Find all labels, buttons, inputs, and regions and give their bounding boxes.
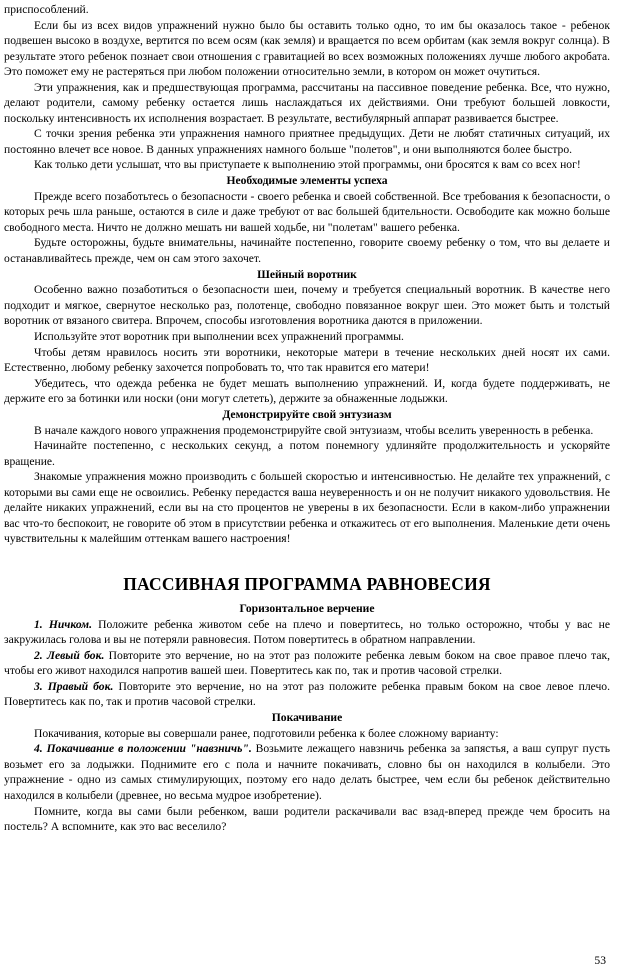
paragraph: Знакомые упражнения можно производить с большей скоростью и интенсивностью. Не делайте тех упражнений, с которыми вы сами еще не освоились. Ребенку передастся ваша неуверенность и он не получит никакого удовольствия. Не делайте никаких упражнений, если вы на сто процентов не уверены в их безопасности. Если в каком-либо упражнении вас что-то беспокоит, не говорите об этом в присутствии ребенка и откажитесь от его выполнения. Маленькие дети очень чувствительны к малейшим оттенкам вашего настроения!: [4, 470, 610, 546]
paragraph: С точки зрения ребенка эти упражнения намного приятнее предыдущих. Дети не любят статичных ситуаций, их постоянно влечет все новое. В данных упражнениях намного больше "полетов", и они выполняются более быстро.: [4, 127, 610, 156]
paragraph: Будьте осторожны, будьте внимательны, начинайте постепенно, говорите своему ребенку о том, что вы делаете и останавливайтесь прежде, чем он сам этого захочет.: [4, 236, 610, 265]
paragraph: приспособлений.: [4, 3, 89, 16]
page-number: 53: [594, 954, 606, 967]
paragraph: В начале каждого нового упражнения продемонстрируйте свой энтузиазм, чтобы вселить уверенность в ребенка.: [34, 423, 594, 437]
exercise-item: [4, 741, 610, 803]
paragraph: Убедитесь, что одежда ребенка не будет мешать выполнению упражнений. И, когда будете поддерживать, не держите его за ботинки или носки (они могут слететь), держите за обнаженные лодыжки.: [4, 376, 610, 406]
exercise-lead: 2. Левый бок.: [34, 648, 105, 662]
paragraph: Чтобы детям нравилось носить эти воротники, некоторые матери в течение нескольких дней носят их сами. Естественно, любому ребенку захочется попробовать то, что так нравится его матери!: [4, 345, 610, 375]
section-heading-collar: Шейный воротник: [257, 267, 357, 281]
paragraph: Прежде всего позаботьтесь о безопасности - своего ребенка и своей собственной. Все требования к безопасности, о которых речь шла раньше, остаются в силе и даже требуют от вас большей бдительности. Освободите как можно больше свободного места. Ничто не должно мешать ни вашей ходьбе, ни "полетам" вашего ребенка.: [4, 189, 610, 234]
paragraph: Особенно важно позаботиться о безопасности шеи, почему и требуется специальный воротник. В качестве него подходит и мягкое, свернутое несколько раз, полотенце, свободно повязанное вокруг шеи. Это может быть и толстый воротник от вязаного свитера. Впрочем, способы изготовления воротника даются в приложении.: [4, 283, 610, 328]
paragraph: Помните, когда вы сами были ребенком, ваши родители раскачивали вас взад-вперед прежде чем бросить на постель? А вспомните, как это вас веселило?: [4, 804, 610, 834]
exercise-item: [4, 679, 610, 710]
exercise-text: Возьмите лежащего навзничь ребенка за запястья, а ваш супруг пусть возьмет его за лодыжки. Поднимите его с пола и начните покачивать, словно бы он находился в колыбели. Это упражнение - одно из самых стимулирующих, поэтому его надо делать быстрее, чем если бы ребенок действительно находился в колыбели (древнее, но весьма мудрое изобретение).: [4, 742, 610, 802]
section-heading-enthusiasm: Демонстрируйте свой энтузиазм: [222, 407, 392, 421]
paragraph: Как только дети услышат, что вы приступаете к выполнению этой программы, они бросятся к вам со всех ног!: [34, 158, 581, 172]
exercise-text: Повторите это верчение, но на этот раз положите ребенка левым боком на свое правое плечо так, чтобы его живот находился напротив вашей шеи. Повертитесь как по, так и против часовой стрелки.: [4, 648, 610, 678]
section-heading-rocking: Покачивание: [271, 710, 343, 724]
paragraph: Используйте этот воротник при выполнении всех упражнений программы.: [34, 329, 404, 343]
section-heading-horizontal: Горизонтальное верчение: [239, 601, 375, 615]
paragraph: Если бы из всех видов упражнений нужно было бы оставить только одно, то им бы оказалось такое - ребенок подвешен высоко в воздухе, вертится по всем осям (как земля) и вращается по всем орбитам (как земля вокруг солнца). В результате этого ребенок познает свои отношения с гравитацией во всех возможных положениях лучше любого акробата. Это поможет ему не растеряться при любом положении относительно земли, в котором он может очутиться.: [4, 18, 610, 79]
exercise-text: Повторите это верчение, но на этот раз положите ребенка правым боком на свое левое плечо. Повертитесь как по, так и против часовой стрелки.: [4, 679, 611, 709]
paragraph: Начинайте постепенно, с нескольких секунд, а потом понемногу удлиняйте продолжительность и ускоряйте вращение.: [4, 439, 610, 468]
exercise-text: Положите ребенка животом себе на плечо и повертитесь, но только осторожно, чтобы у вас не закружилась голова и вы не потеряли равновесия. Потом повертитесь в обратном направлении.: [4, 617, 610, 647]
exercise-lead: 1. Ничком.: [34, 617, 93, 631]
paragraph: Эти упражнения, как и предшествующая программа, рассчитаны на пассивное поведение ребенка. Все, что нужно, делают родители, самому ребенку остается лишь наслаждаться их действиями. Они требуют большей ловкости, поскольку интенсивность их исполнения возрастает. В результате, вестибулярный аппарат развивается быстрее.: [4, 80, 610, 125]
exercise-lead: 4. Покачивание в положении "навзничь".: [34, 742, 252, 756]
section-heading-safety: Необходимые элементы успеха: [226, 174, 388, 188]
exercise-item: [4, 617, 610, 648]
paragraph: Покачивания, которые вы совершали ранее, подготовили ребенка к более сложному варианту:: [34, 726, 499, 740]
exercise-item: [4, 648, 610, 679]
exercise-lead: 3. Правый бок.: [34, 679, 114, 693]
program-title: ПАССИВНАЯ ПРОГРАММА РАВНОВЕСИЯ: [123, 573, 491, 594]
